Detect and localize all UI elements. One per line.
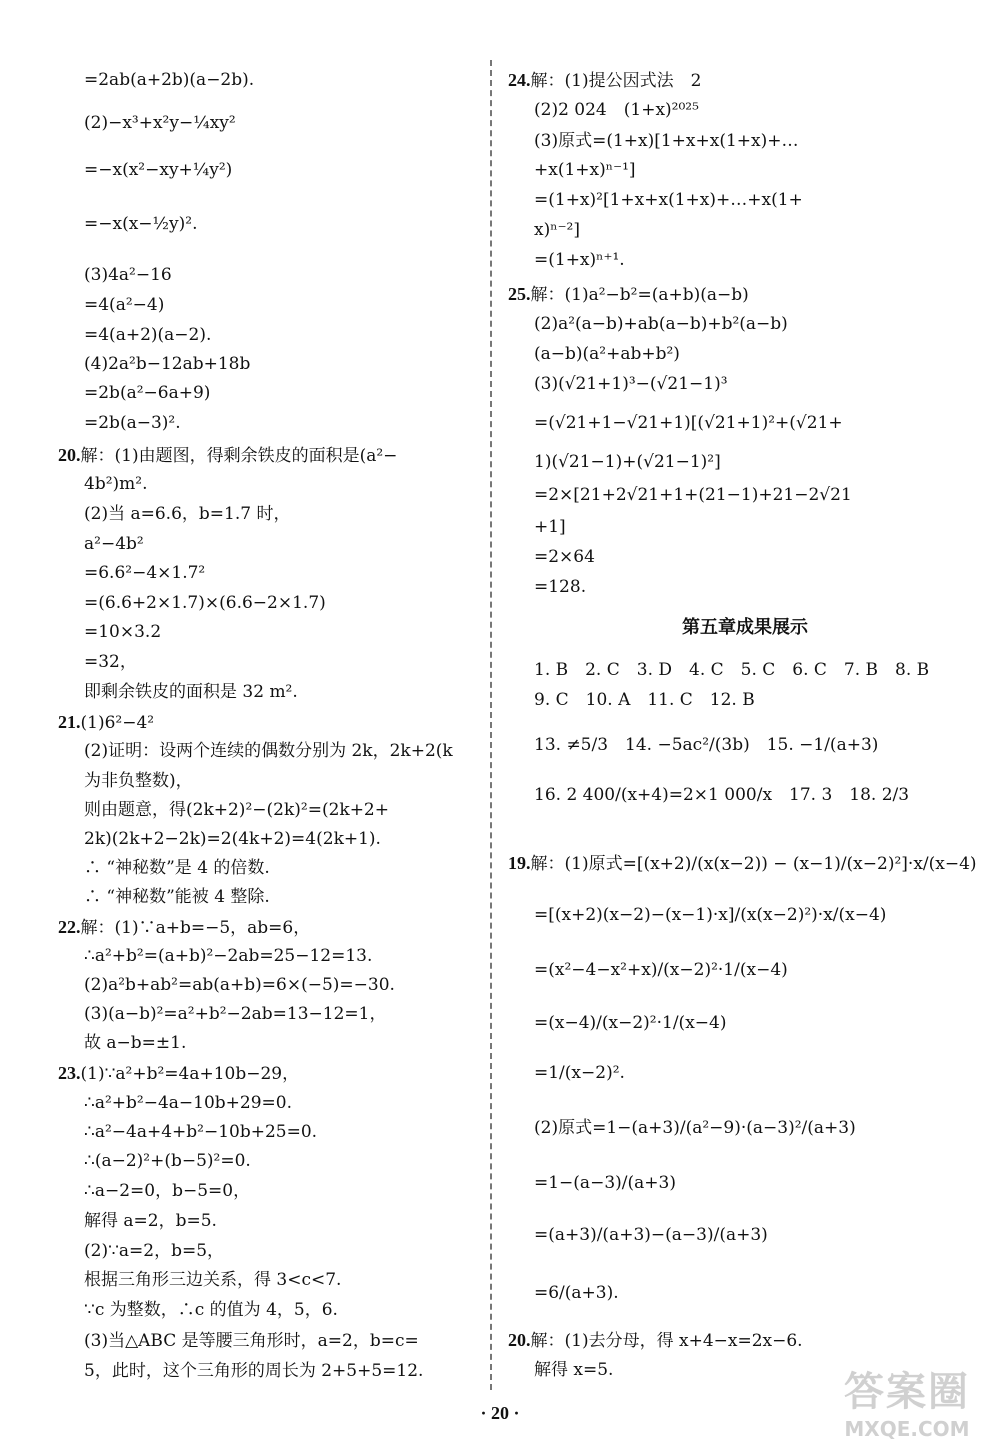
text-line bbox=[534, 160, 636, 180]
text-line bbox=[534, 1360, 613, 1380]
line-text: (1)6²−4² bbox=[80, 713, 155, 733]
text-line bbox=[534, 344, 680, 364]
text-line bbox=[534, 1118, 856, 1138]
line-text: ∴a²+b²=(a+b)²−2ab=25−12=13. bbox=[84, 946, 373, 966]
watermark-main: 答案圈 bbox=[844, 1369, 970, 1415]
line-text: (3)原式=(1+x)[1+x+x(1+x)+… bbox=[534, 131, 799, 151]
line-text: ∵c 为整数，∴c 的值为 4，5，6. bbox=[84, 1300, 338, 1320]
line-text: =(√21+1−√21+1)[(√21+1)²+(√21+ bbox=[534, 413, 843, 433]
line-text: 为非负整数)， bbox=[84, 771, 193, 791]
text-line bbox=[84, 1300, 338, 1320]
text-line bbox=[534, 190, 803, 210]
line-text: 则由题意，得(2k+2)²−(2k)²=(2k+2+ bbox=[84, 800, 389, 820]
line-text: =2b(a²−6a+9) bbox=[84, 383, 211, 403]
line-text: (3)(a−b)²=a²+b²−2ab=13−12=1， bbox=[84, 1004, 387, 1024]
line-text: 解：(1)由题图，得剩余铁皮的面积是(a²− bbox=[80, 446, 398, 466]
line-text: =(1+x)ⁿ⁺¹. bbox=[534, 250, 625, 270]
question-number: 25. bbox=[508, 284, 531, 304]
text-line bbox=[534, 485, 852, 505]
text-line bbox=[84, 70, 254, 90]
line-text: 解得 a=2，b=5. bbox=[84, 1211, 217, 1231]
line-text: 解：(1)去分母，得 x+4−x=2x−6. bbox=[530, 1331, 803, 1351]
line-text: =1/(x−2)². bbox=[534, 1063, 625, 1083]
text-line bbox=[534, 374, 728, 394]
text-line bbox=[84, 1033, 186, 1053]
right-column bbox=[508, 0, 978, 1400]
text-line bbox=[84, 829, 381, 849]
text-line bbox=[534, 250, 625, 270]
text-line bbox=[534, 690, 755, 710]
line-text: (3)当△ABC 是等腰三角形时，a=2，b=c= bbox=[84, 1331, 419, 1351]
chapter-heading: 第五章成果展示 bbox=[682, 617, 808, 638]
line-text: =128. bbox=[534, 577, 587, 597]
text-line bbox=[534, 960, 788, 980]
text-line bbox=[534, 314, 788, 334]
text-line bbox=[534, 660, 929, 680]
text-line bbox=[534, 785, 909, 805]
line-text: 13. ≠5/3 14. −5ac²/(3b) 15. −1/(a+3) bbox=[534, 735, 879, 755]
line-text: (1)∵a²+b²=4a+10b−29， bbox=[80, 1064, 300, 1084]
text-line bbox=[534, 517, 566, 537]
text-line bbox=[84, 975, 395, 995]
line-text: =(1+x)²[1+x+x(1+x)+…+x(1+ bbox=[534, 190, 803, 210]
question-number: 21. bbox=[58, 712, 81, 732]
text-line bbox=[84, 1211, 217, 1231]
text-line bbox=[84, 800, 389, 820]
line-text: (2)2 024 (1+x)²⁰²⁵ bbox=[534, 100, 699, 120]
text-line bbox=[84, 771, 193, 791]
line-text: =6.6²−4×1.7² bbox=[84, 563, 206, 583]
text-line bbox=[84, 858, 270, 878]
text-line bbox=[84, 887, 270, 907]
line-text: (2)当 a=6.6，b=1.7 时， bbox=[84, 504, 291, 524]
line-text: =6/(a+3). bbox=[534, 1283, 619, 1303]
line-text: (3)(√21+1)³−(√21−1)³ bbox=[534, 374, 728, 394]
text-line bbox=[508, 70, 701, 91]
text-line bbox=[58, 1063, 299, 1084]
line-text: =2b(a−3)². bbox=[84, 413, 181, 433]
line-text: 即剩余铁皮的面积是 32 m². bbox=[84, 682, 298, 702]
line-text: (4)2a²b−12ab+18b bbox=[84, 354, 251, 374]
text-line bbox=[84, 265, 172, 285]
line-text: =2×[21+2√21+1+(21−1)+21−2√21 bbox=[534, 485, 852, 505]
line-text: a²−4b² bbox=[84, 534, 144, 554]
text-line bbox=[84, 1241, 224, 1261]
line-text: +x(1+x)ⁿ⁻¹] bbox=[534, 160, 636, 180]
left-column bbox=[58, 0, 483, 1400]
line-text: 解：(1)a²−b²=(a+b)(a−b) bbox=[530, 285, 749, 305]
column-divider bbox=[490, 60, 492, 1390]
text-line bbox=[534, 905, 886, 925]
text-line bbox=[84, 160, 232, 180]
text-line bbox=[84, 682, 298, 702]
text-line bbox=[84, 741, 453, 761]
line-text: =4(a+2)(a−2). bbox=[84, 325, 212, 345]
text-line bbox=[508, 284, 749, 305]
text-line bbox=[84, 1331, 419, 1351]
text-line bbox=[84, 622, 161, 642]
text-line bbox=[84, 504, 290, 524]
line-text: (2)∵a=2，b=5， bbox=[84, 1241, 225, 1261]
line-text: 解：(1)提公因式法 2 bbox=[530, 71, 702, 91]
line-text: ∴a²+b²−4a−10b+29=0. bbox=[84, 1093, 293, 1113]
text-line bbox=[84, 295, 164, 315]
text-line bbox=[58, 917, 310, 938]
text-line bbox=[534, 1225, 768, 1245]
text-line bbox=[534, 100, 699, 120]
line-text: =(x−4)/(x−2)²·1/(x−4) bbox=[534, 1013, 727, 1033]
text-line bbox=[84, 946, 372, 966]
text-line bbox=[534, 735, 878, 755]
line-text: (a−b)(a²+ab+b²) bbox=[534, 344, 680, 364]
text-line bbox=[508, 853, 977, 874]
text-line bbox=[84, 534, 144, 554]
text-line bbox=[84, 1361, 423, 1381]
line-text: =1−(a−3)/(a+3) bbox=[534, 1173, 676, 1193]
line-text: 9. C 10. A 11. C 12. B bbox=[534, 690, 755, 710]
text-line bbox=[84, 1270, 341, 1290]
line-text: (2)a²(a−b)+ab(a−b)+b²(a−b) bbox=[534, 314, 788, 334]
line-text: (2)a²b+ab²=ab(a+b)=6×(−5)=−30. bbox=[84, 975, 395, 995]
text-line bbox=[534, 452, 721, 472]
line-text: =(6.6+2×1.7)×(6.6−2×1.7) bbox=[84, 593, 326, 613]
question-number: 19. bbox=[508, 853, 531, 873]
question-number: 24. bbox=[508, 70, 531, 90]
line-text: =−x(x²−xy+¼y²) bbox=[84, 160, 233, 180]
line-text: =2×64 bbox=[534, 547, 595, 567]
text-line bbox=[84, 1181, 250, 1201]
line-text: 解得 x=5. bbox=[534, 1360, 614, 1380]
text-line bbox=[534, 131, 799, 151]
text-line bbox=[58, 712, 154, 733]
line-text: 5，此时，这个三角形的周长为 2+5+5=12. bbox=[84, 1361, 424, 1381]
line-text: =(x²−4−x²+x)/(x−2)²·1/(x−4) bbox=[534, 960, 788, 980]
watermark-logo bbox=[844, 1360, 970, 1441]
line-text: (2)−x³+x²y−¼xy² bbox=[84, 113, 236, 133]
line-text: =[(x+2)(x−2)−(x−1)·x]/(x(x−2)²)·x/(x−4) bbox=[534, 905, 887, 925]
line-text: 16. 2 400/(x+4)=2×1 000/x 17. 3 18. 2/3 bbox=[534, 785, 910, 805]
text-line bbox=[534, 577, 586, 597]
line-text: (2)原式=1−(a+3)/(a²−9)·(a−3)²/(a+3) bbox=[534, 1118, 856, 1138]
text-line bbox=[534, 1013, 726, 1033]
line-text: (2)证明：设两个连续的偶数分别为 2k，2k+2(k bbox=[84, 741, 453, 761]
line-text: ∴a−2=0，b−5=0， bbox=[84, 1181, 251, 1201]
text-line bbox=[534, 547, 595, 567]
line-text: ∴ “神秘数”是 4 的倍数. bbox=[84, 858, 270, 878]
text-line bbox=[84, 652, 137, 672]
text-line bbox=[84, 1004, 386, 1024]
line-text: 1. B 2. C 3. D 4. C 5. C 6. C 7. B 8. B bbox=[534, 660, 930, 680]
text-line bbox=[84, 474, 147, 494]
text-line bbox=[508, 1330, 803, 1351]
line-text: 故 a−b=±1. bbox=[84, 1033, 187, 1053]
text-line bbox=[84, 354, 250, 374]
question-number: 20. bbox=[508, 1330, 531, 1350]
line-text: =4(a²−4) bbox=[84, 295, 165, 315]
text-line bbox=[84, 413, 181, 433]
question-number: 22. bbox=[58, 917, 81, 937]
text-line bbox=[84, 593, 326, 613]
line-text: ∴ “神秘数”能被 4 整除. bbox=[84, 887, 270, 907]
text-line bbox=[534, 1283, 619, 1303]
watermark-sub: MXQE.COM bbox=[844, 1417, 970, 1441]
text-line bbox=[84, 383, 210, 403]
line-text: =32， bbox=[84, 652, 137, 672]
text-line bbox=[84, 1093, 292, 1113]
line-text: =−x(x−½y)². bbox=[84, 214, 198, 234]
text-line bbox=[534, 220, 580, 240]
line-text: ∴(a−2)²+(b−5)²=0. bbox=[84, 1151, 251, 1171]
text-line bbox=[58, 445, 397, 466]
question-number: 23. bbox=[58, 1063, 81, 1083]
text-line bbox=[84, 325, 211, 345]
line-text: 根据三角形三边关系，得 3<c<7. bbox=[84, 1270, 342, 1290]
line-text: (3)4a²−16 bbox=[84, 265, 172, 285]
line-text: =2ab(a+2b)(a−2b). bbox=[84, 70, 255, 90]
line-text: 解：(1)∵a+b=−5，ab=6， bbox=[80, 918, 311, 938]
text-line bbox=[534, 1173, 676, 1193]
text-line bbox=[84, 113, 236, 133]
line-text: +1] bbox=[534, 517, 566, 537]
text-line bbox=[84, 1122, 317, 1142]
question-number: 20. bbox=[58, 445, 81, 465]
line-text: =(a+3)/(a+3)−(a−3)/(a+3) bbox=[534, 1225, 768, 1245]
text-line bbox=[84, 214, 197, 234]
line-text: ∴a²−4a+4+b²−10b+25=0. bbox=[84, 1122, 318, 1142]
line-text: =10×3.2 bbox=[84, 622, 162, 642]
line-text: 2k)(2k+2−2k)=2(4k+2)=4(2k+1). bbox=[84, 829, 381, 849]
text-line bbox=[534, 413, 843, 433]
line-text: 4b²)m². bbox=[84, 474, 148, 494]
line-text: 解：(1)原式=[(x+2)/(x(x−2)) − (x−1)/(x−2)²]·x/(x−4) bbox=[530, 854, 977, 874]
text-line bbox=[84, 1151, 251, 1171]
line-text: x)ⁿ⁻²] bbox=[534, 220, 580, 240]
line-text: 1)(√21−1)+(√21−1)²] bbox=[534, 452, 721, 472]
text-line bbox=[84, 563, 205, 583]
page-number: · 20 · bbox=[480, 1403, 520, 1423]
text-line bbox=[534, 1063, 625, 1083]
